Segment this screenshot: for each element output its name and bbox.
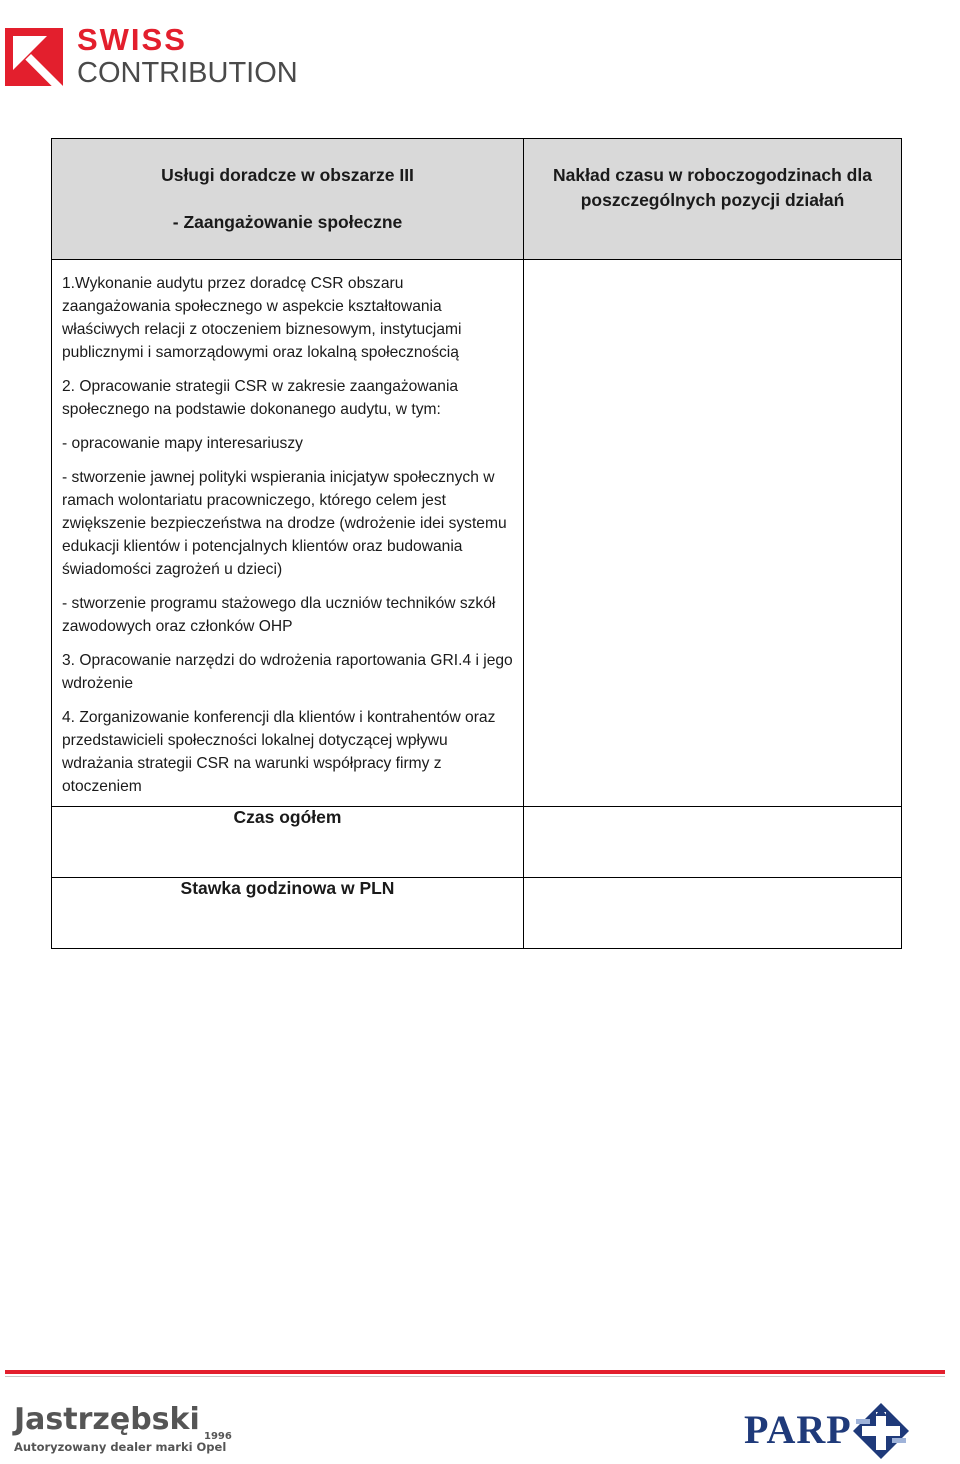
- service-item: - stworzenie programu stażowego dla uczniów techników szkół zawodowych oraz członków OHP: [62, 595, 496, 635]
- table-row-rate: [52, 878, 902, 949]
- services-table: [51, 138, 902, 949]
- header-services-title: Usługi doradcze w obszarze III: [161, 165, 414, 185]
- service-item: 2. Opracowanie strategii CSR w zakresie zaangażowania społecznego na podstawie dokonanego audytu, w tym:: [62, 378, 459, 418]
- swiss-contribution-logo: [5, 24, 305, 94]
- parp-logo-text: PARP: [744, 1407, 852, 1452]
- table-row-total: [52, 807, 902, 878]
- footer-divider-shadow: [5, 1376, 945, 1377]
- dealer-name: Jastrzębski: [14, 1402, 200, 1437]
- services-list-cell: [52, 260, 524, 807]
- header-services-subtitle: - Zaangażowanie społeczne: [172, 212, 403, 232]
- dealer-year: 1996: [204, 1431, 232, 1442]
- dealer-logo: [14, 1404, 234, 1460]
- total-time-label: Czas ogółem: [52, 807, 524, 878]
- service-item: 3. Opracowanie narzędzi do wdrożenia raportowania GRI.4 i jego wdrożenie: [62, 652, 513, 692]
- service-item: - opracowanie mapy interesariuszy: [62, 435, 303, 452]
- table-row-services: [52, 260, 902, 807]
- total-time-value-cell[interactable]: [524, 807, 902, 878]
- logo-swiss-text: SWISS: [77, 22, 187, 57]
- service-item: 1.Wykonanie audytu przez doradcę CSR obszaru zaangażowania społecznego w aspekcie kształtowania właściwych relacji z otoczeniem biznesowym, instytucjami publicznymi i samorządowymi oraz lokalną społecznością: [62, 275, 462, 361]
- swiss-contribution-mark-icon: [5, 28, 63, 86]
- header-time-cell: Nakład czasu w roboczogodzinach dla poszczególnych pozycji działań: [524, 139, 902, 260]
- logo-contribution-text: CONTRIBUTION: [77, 57, 298, 89]
- parp-arrows-icon: [852, 1402, 910, 1460]
- hourly-rate-label: Stawka godzinowa w PLN: [52, 878, 524, 949]
- parp-logo: [744, 1400, 914, 1460]
- table-header-row: [52, 139, 902, 260]
- service-item: 4. Zorganizowanie konferencji dla klientów i kontrahentów oraz przedstawicieli społeczności lokalnej dotyczącej wpływu wdrażania strategii CSR na warunki współpracy firmy z otoczeniem: [62, 709, 496, 795]
- hourly-rate-value-cell[interactable]: [524, 878, 902, 949]
- service-item: - stworzenie jawnej polityki wspierania inicjatyw społecznych w ramach wolontariatu pracowniczego, którego celem jest zwiększenie bezpieczeństwa na drodze (wdrożenie idei systemu edukacji klientów i potencjalnych klientów oraz budowania świadomości zagrożeń u dzieci): [62, 469, 507, 578]
- dealer-subtitle: Autoryzowany dealer marki Opel: [14, 1440, 227, 1454]
- footer-divider: [5, 1370, 945, 1374]
- header-services-cell: [52, 139, 524, 260]
- hours-input-cell[interactable]: [524, 260, 902, 807]
